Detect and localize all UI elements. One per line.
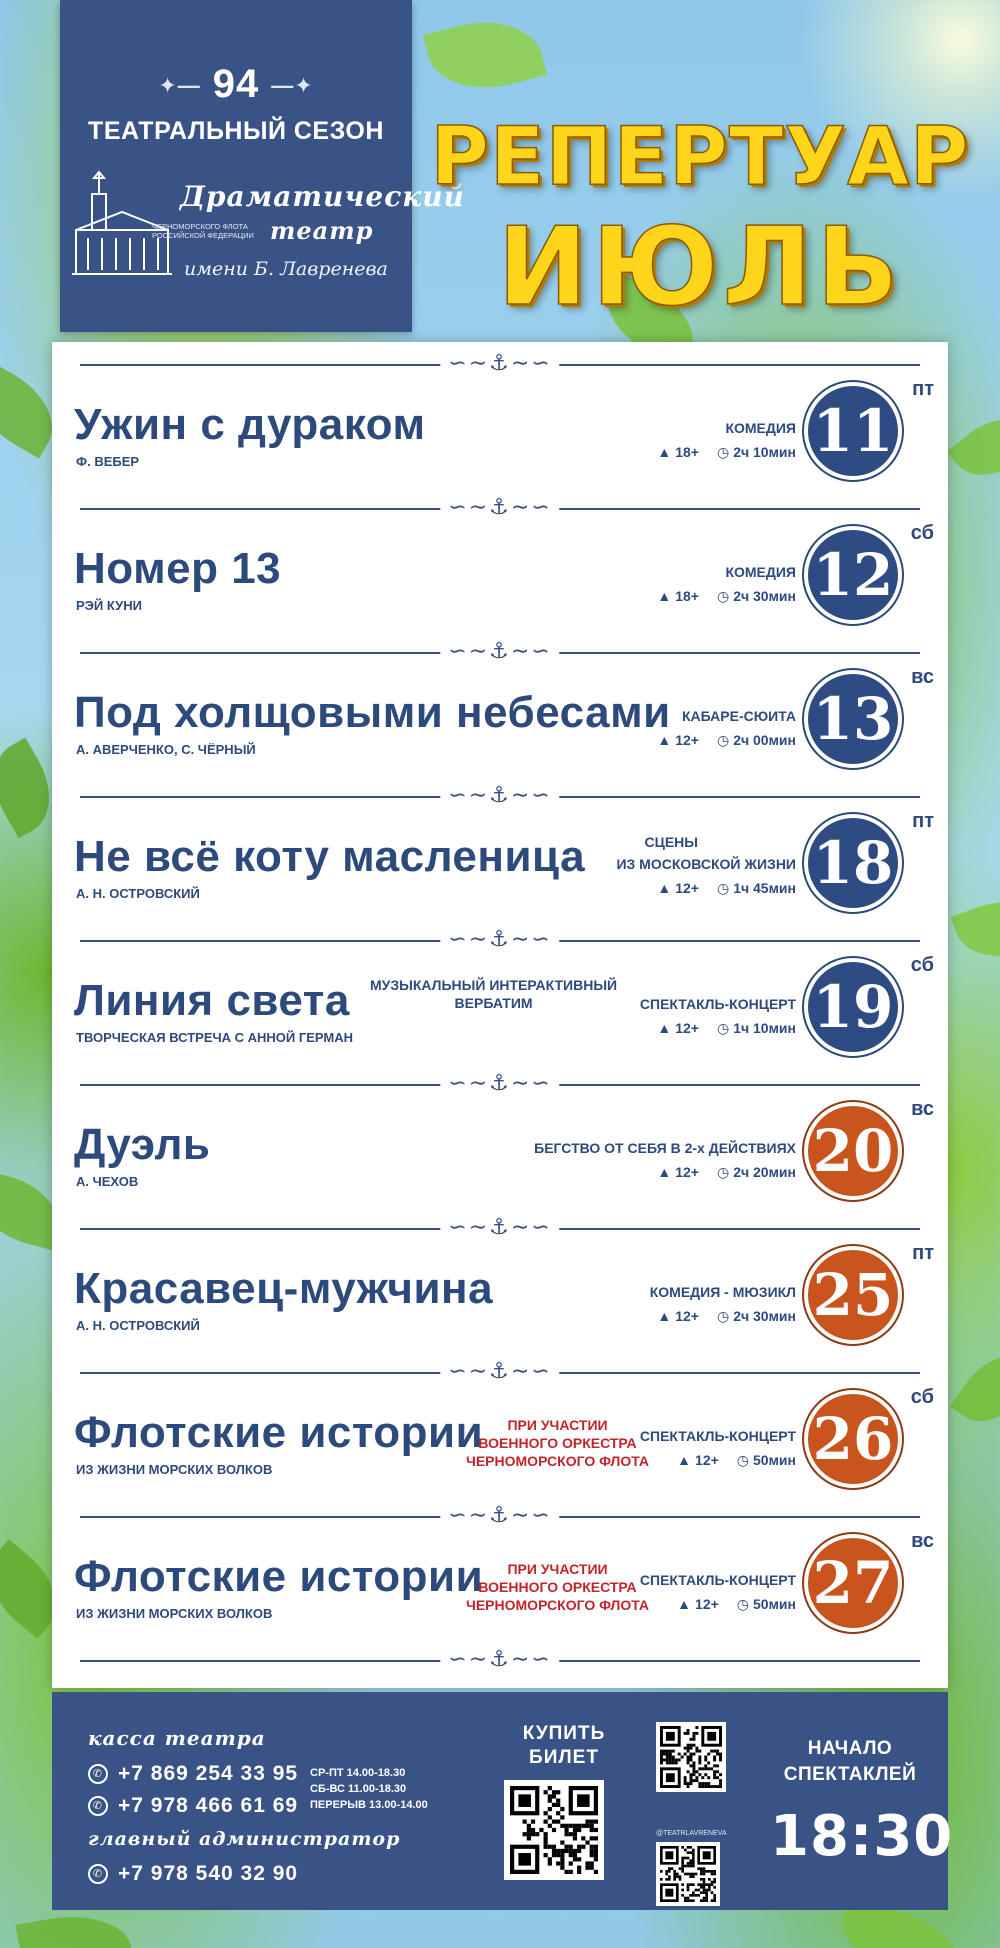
clock-icon: ◷ [716,588,730,604]
event-author: ИЗ ЖИЗНИ МОРСКИХ ВОЛКОВ [76,1462,273,1477]
age-person-icon: ▲ [657,1308,672,1324]
event-author: А. ЧЕХОВ [76,1174,139,1189]
date-badge: 19 [804,958,902,1056]
date-badge: 13 [804,670,902,768]
phone-icon: ✆ [88,1796,108,1816]
event-author: А. АВЕРЧЕНКО, С. ЧЁРНЫЙ [76,742,256,757]
age-rating: 12+ [675,1308,699,1324]
event-meta [677,1596,796,1613]
date-badge: 25 [804,1246,902,1344]
qr-code-icon [660,1846,716,1902]
event-genre: КОМЕДИЯ [725,564,796,580]
weekday-label: вс [911,1530,934,1552]
duration: 50мин [753,1596,796,1612]
age-rating: 18+ [675,444,699,460]
orchestra-note-line: ПРИ УЧАСТИИ [507,1417,608,1433]
date-badge: 11 [804,382,902,480]
event-author: РЭЙ КУНИ [76,598,142,613]
event-meta [657,1308,796,1325]
anchor-ornament-icon: ∽∼⚓∼∽ [440,351,559,376]
age-person-icon: ▲ [657,444,672,460]
event-meta [657,1164,796,1181]
buy-ticket-qr-code[interactable] [504,1780,604,1880]
age-person-icon: ▲ [657,588,672,604]
theatre-named-after: имени Б. Лавренева [184,258,388,280]
date-badge: 12 [804,526,902,624]
event-author: ИЗ ЖИЗНИ МОРСКИХ ВОЛКОВ [76,1606,273,1621]
event-genre: КОМЕДИЯ - МЮЗИКЛ [649,1284,796,1300]
orchestra-note-line: ВОЕННОГО ОРКЕСТРА [478,1435,637,1451]
age-person-icon: ▲ [657,1164,672,1180]
leaf-decoration [16,1906,135,1948]
theatre-name: Драматический [180,180,465,213]
theatre-word: театр [270,216,374,245]
clock-icon: ◷ [716,1020,730,1036]
event-title: Красавец-мужчина [74,1264,494,1313]
event-meta [657,880,796,897]
leaf-decoration [950,1338,1000,1439]
orchestra-note-line: ЧЕРНОМОРСКОГО ФЛОТА [466,1597,650,1613]
duration: 2ч 30мин [733,1308,796,1324]
event-genre: БЕГСТВО ОТ СЕБЯ В 2-х ДЕЙСТВИЯХ [534,1140,796,1156]
event-row[interactable] [52,516,948,632]
ornament-icon: ✦― [158,73,201,99]
theatre-logo-box [60,0,465,332]
age-person-icon: ▲ [677,1452,692,1468]
age-rating: 12+ [675,1164,699,1180]
month-title: ИЮЛЬ [497,205,903,330]
event-title: Флотские истории [74,1408,484,1457]
age-rating: 18+ [675,588,699,604]
date-badge: 20 [804,1102,902,1200]
date-badge: 26 [804,1390,902,1488]
event-row[interactable] [52,804,948,920]
hours-line: СБ-ВС 11.00-18.30 [310,1783,407,1795]
event-title: Номер 13 [74,544,282,593]
admin-title: главный администратор [88,1828,401,1850]
repertoire-title: РЕПЕРТУАР [430,110,970,203]
event-genre: СПЕКТАКЛЬ-КОНЦЕРТ [639,1572,796,1588]
contacts-footer [52,1692,954,1910]
age-rating: 12+ [675,1020,699,1036]
social-handle: @TEATRLAVRENEVA [656,1830,727,1837]
leaf-decoration [951,886,1000,971]
weekday-label: сб [910,954,934,976]
event-meta [657,1020,796,1037]
clock-icon: ◷ [736,1452,749,1468]
theatre-emblem [60,164,465,304]
age-rating: 12+ [675,732,699,748]
weekday-label: пт [912,1242,934,1264]
buy-ticket-label: КУПИТЬ БИЛЕТ [522,1723,606,1768]
social-qr-code[interactable] [656,1842,720,1906]
event-row[interactable] [52,372,948,488]
leaf-decoration [947,401,1000,494]
clock-icon: ◷ [736,1596,749,1612]
anchor-ornament-icon: ∽∼⚓∼∽ [440,1071,559,1096]
event-meta [657,588,796,605]
duration: 50мин [753,1452,796,1468]
duration: 1ч 45мин [733,880,796,896]
event-title: Не всё коту масленица [74,832,586,881]
anchor-ornament-icon: ∽∼⚓∼∽ [440,783,559,808]
event-row[interactable] [52,1380,948,1496]
duration: 2ч 10мин [733,444,796,460]
hours-line: СР-ПТ 14.00-18.30 [310,1767,406,1779]
event-meta [657,444,796,461]
event-title: Флотские истории [74,1552,484,1601]
clock-icon: ◷ [716,1308,730,1324]
season-number: ✦― 94 ―✦ [158,62,314,106]
weekday-label: пт [912,810,934,832]
event-genre: СЦЕНЫ [644,834,698,850]
hours-line: ПЕРЕРЫВ 13.00-14.00 [310,1799,428,1811]
anchor-ornament-icon: ∽∼⚓∼∽ [440,1647,559,1672]
event-genre: КАБАРЕ-СЮИТА [681,708,796,724]
social-qr-code[interactable] [656,1722,726,1792]
event-format-line: МУЗЫКАЛЬНЫЙ ИНТЕРАКТИВНЫЙ [370,977,618,993]
event-genre: КОМЕДИЯ [725,420,796,436]
event-author: ТВОРЧЕСКАЯ ВСТРЕЧА С АННОЙ ГЕРМАН [76,1030,354,1045]
event-title: Линия света [74,976,350,1025]
ornament-icon: ―✦ [271,73,314,99]
event-meta [657,732,796,749]
anchor-ornament-icon: ∽∼⚓∼∽ [440,1215,559,1240]
duration: 2ч 20мин [733,1164,796,1180]
event-format-note [370,976,617,1012]
season-label: ТЕАТРАЛЬНЫЙ СЕЗОН [88,117,384,145]
phone-link[interactable]: ✆ +7 869 254 33 95 [88,1762,298,1786]
event-row[interactable] [52,1236,948,1352]
age-person-icon: ▲ [657,880,672,896]
age-person-icon: ▲ [657,1020,672,1036]
start-time: 18:30 [770,1804,954,1869]
phone-icon: ✆ [88,1864,108,1884]
event-format-line: ВЕРБАТИМ [454,995,533,1011]
age-rating: 12+ [675,880,699,896]
event-genre: СПЕКТАКЛЬ-КОНЦЕРТ [639,996,796,1012]
weekday-label: сб [910,1386,934,1408]
weekday-label: вс [911,1098,934,1120]
clock-icon: ◷ [716,732,730,748]
anchor-ornament-icon: ∽∼⚓∼∽ [440,927,559,952]
duration: 2ч 30мин [733,588,796,604]
event-row[interactable] [52,660,948,776]
event-title: Под холщовыми небесами [74,688,671,737]
clock-icon: ◷ [716,1164,730,1180]
age-person-icon: ▲ [677,1596,692,1612]
event-author: А. Н. ОСТРОВСКИЙ [76,1318,200,1333]
duration: 2ч 00мин [733,732,796,748]
anchor-ornament-icon: ∽∼⚓∼∽ [440,1503,559,1528]
orchestra-note-line: ВОЕННОГО ОРКЕСТРА [478,1579,637,1595]
schedule-panel [52,342,948,1688]
box-office-title: касса театра [88,1726,266,1750]
event-genre: СПЕКТАКЛЬ-КОНЦЕРТ [639,1428,796,1444]
orchestra-note [466,1560,649,1614]
anchor-ornament-icon: ∽∼⚓∼∽ [440,495,559,520]
qr-code-icon [510,1786,598,1874]
theatre-subtitle: ЧЕРНОМОРСКОГО ФЛОТА РОССИЙСКОЙ ФЕДЕРАЦИИ [152,222,254,240]
weekday-label: пт [912,378,934,400]
event-meta [677,1452,796,1469]
age-person-icon: ▲ [657,732,672,748]
start-label: НАЧАЛО СПЕКТАКЛЕЙ [783,1738,917,1785]
phone-link[interactable]: ✆ +7 978 466 61 69 [88,1794,298,1818]
weekday-label: сб [910,522,934,544]
orchestra-note-line: ПРИ УЧАСТИИ [507,1561,608,1577]
clock-icon: ◷ [716,444,730,460]
weekday-label: вс [911,666,934,688]
event-title: Дуэль [74,1120,211,1169]
orchestra-note [466,1416,649,1470]
anchor-ornament-icon: ∽∼⚓∼∽ [440,639,559,664]
qr-code-icon [660,1726,722,1788]
age-rating: 12+ [695,1596,719,1612]
leaf-decoration [423,7,547,103]
event-row[interactable] [52,1524,948,1640]
event-row[interactable] [52,1092,948,1208]
date-badge: 18 [804,814,902,912]
event-title: Ужин с дураком [74,400,426,449]
event-genre-line2: ИЗ МОСКОВСКОЙ ЖИЗНИ [616,856,796,872]
duration: 1ч 10мин [733,1020,796,1036]
age-rating: 12+ [695,1452,719,1468]
clock-icon: ◷ [716,880,730,896]
anchor-ornament-icon: ∽∼⚓∼∽ [440,1359,559,1384]
phone-icon: ✆ [88,1764,108,1784]
date-badge: 27 [804,1534,902,1632]
phone-link[interactable]: ✆ +7 978 540 32 90 [88,1862,298,1886]
event-author: А. Н. ОСТРОВСКИЙ [76,886,200,901]
ornamental-divider [80,1648,920,1674]
orchestra-note-line: ЧЕРНОМОРСКОГО ФЛОТА [466,1453,650,1469]
event-author: Ф. ВЕБЕР [76,454,140,469]
event-row[interactable] [52,948,948,1064]
